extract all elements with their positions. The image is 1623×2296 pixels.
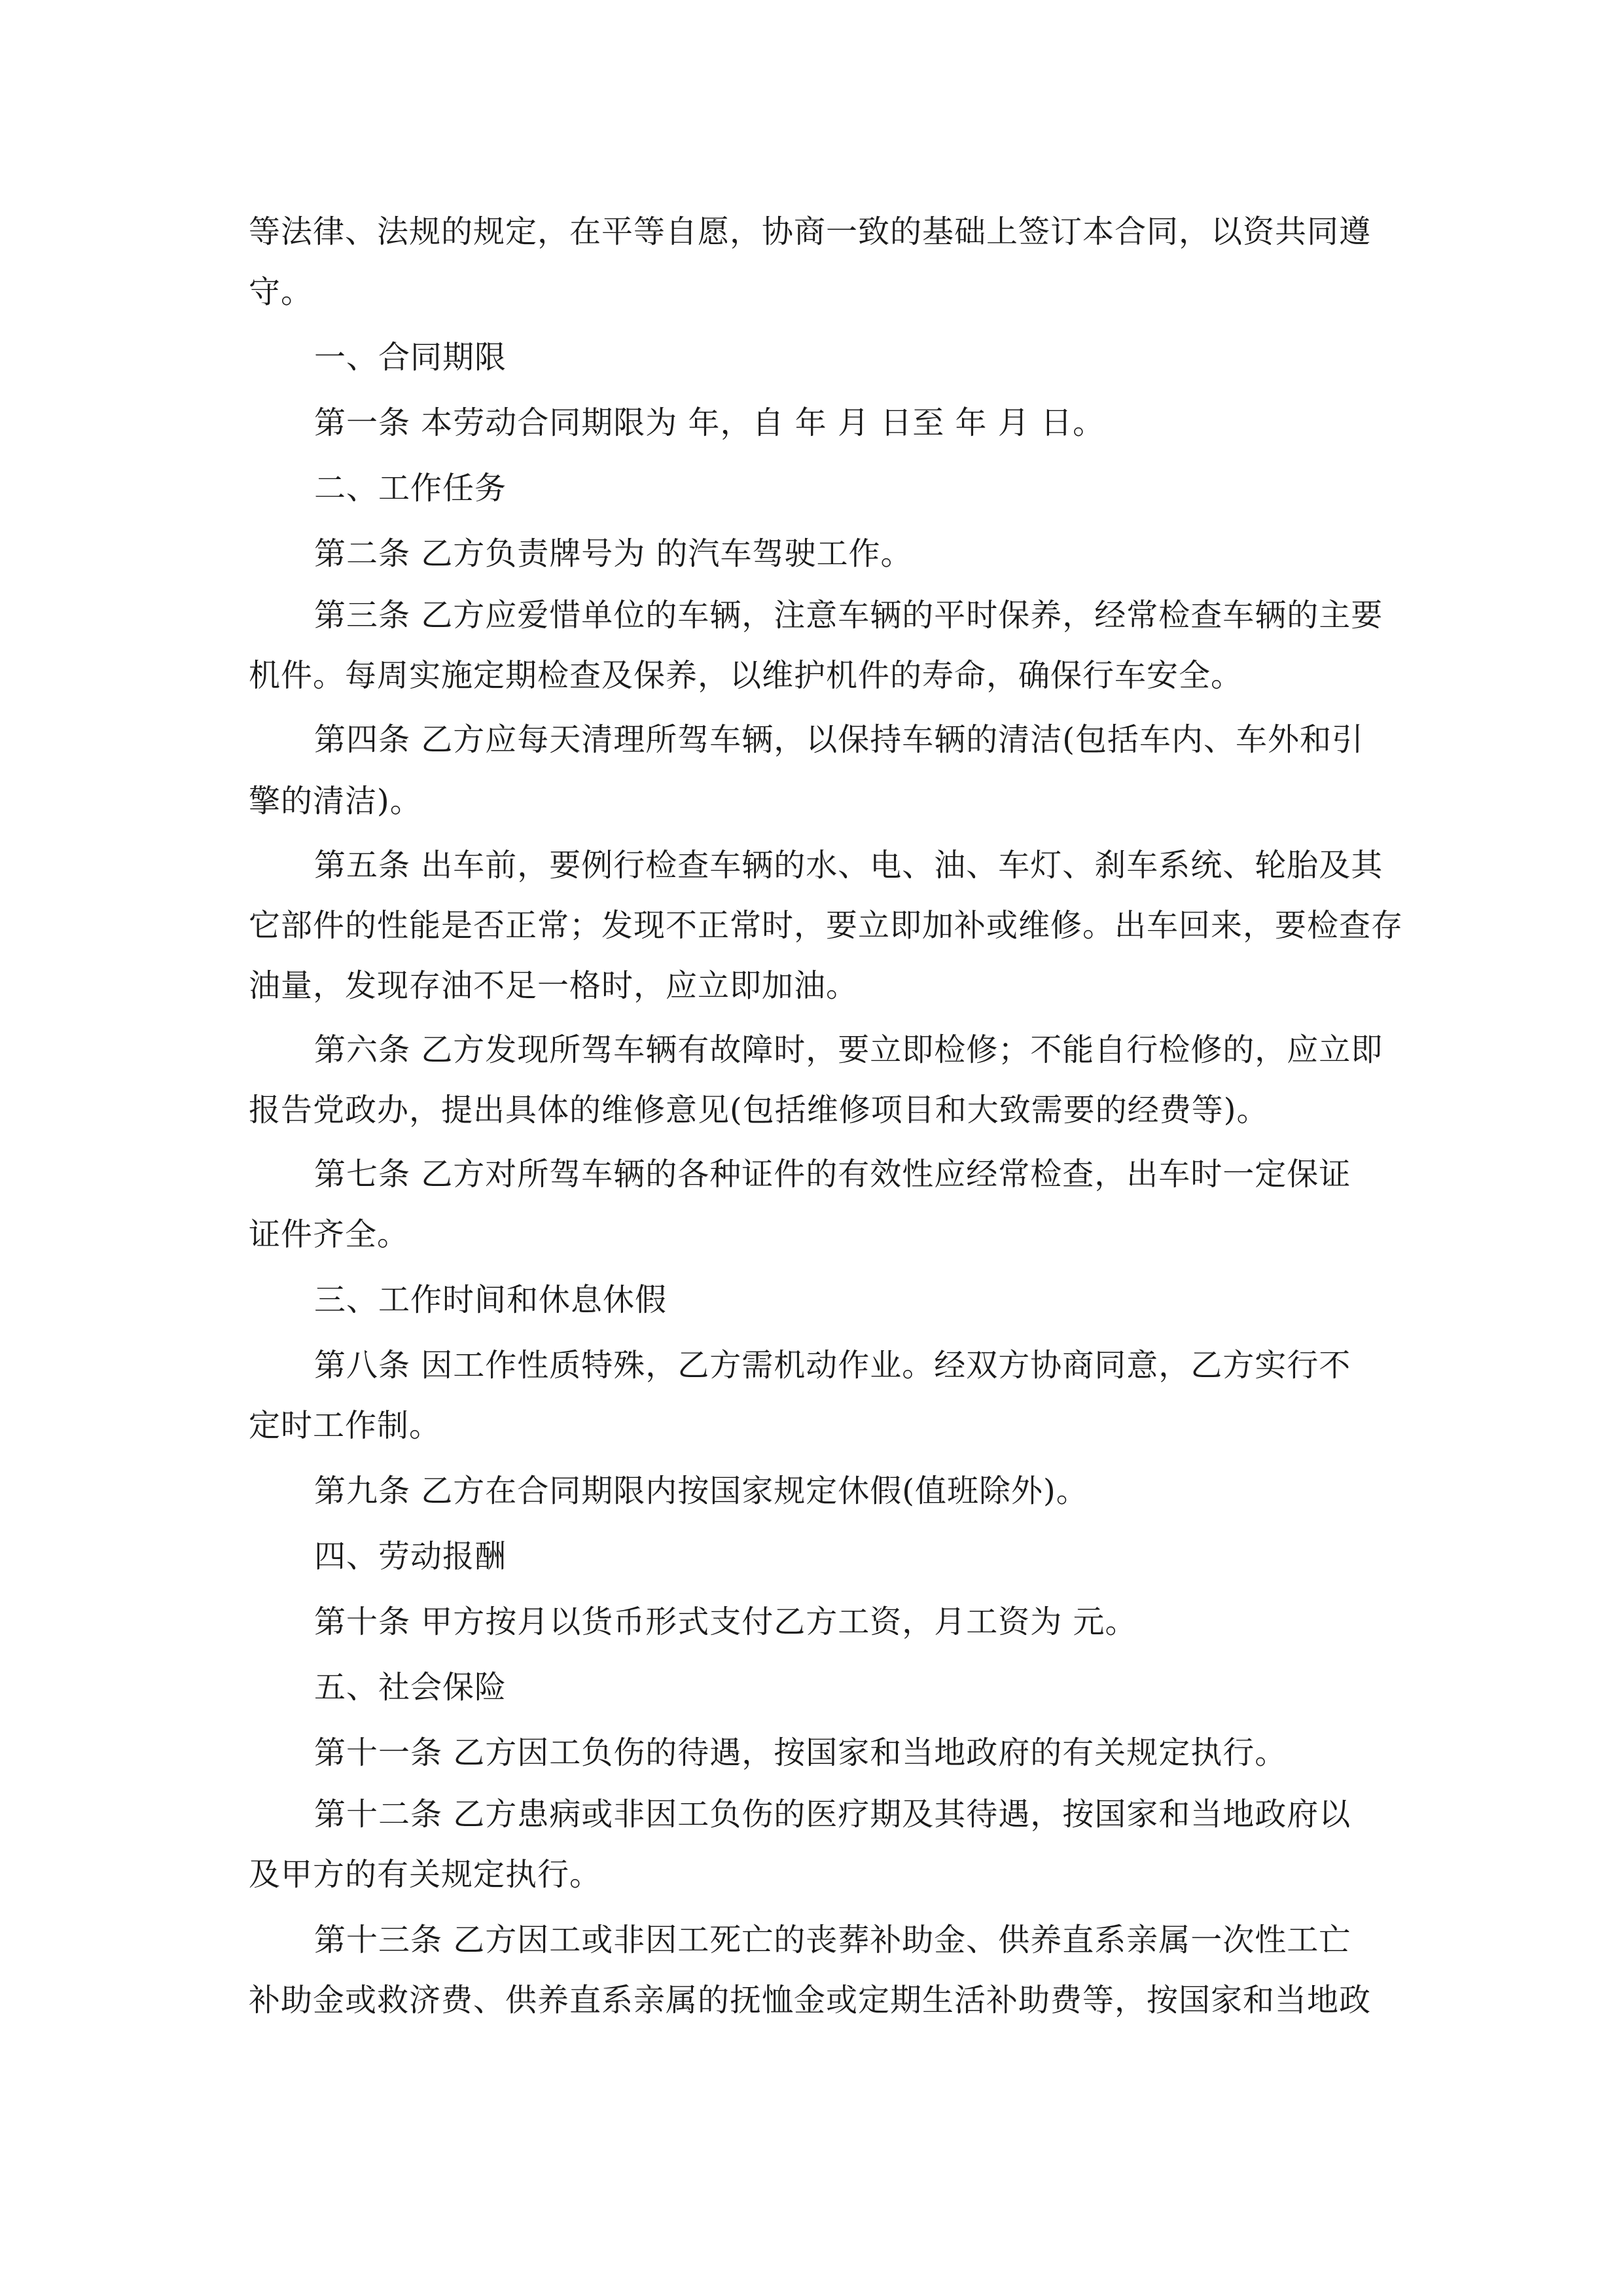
section-heading: 二、工作任务 [314,470,507,507]
paragraph-line: 油量，发现存油不足一格时，应立即加油。 [249,967,859,1004]
section-heading: 四、劳动报酬 [314,1538,507,1575]
article-line: 第十一条 乙方因工负伤的待遇，按国家和当地政府的有关规定执行。 [314,1734,1287,1771]
paragraph-line: 及甲方的有关规定执行。 [249,1856,602,1893]
paragraph-line: 守。 [249,274,313,310]
paragraph-line: 机件。每周实施定期检查及保养，以维护机件的寿命，确保行车安全。 [249,657,1243,694]
article-line: 第十条 甲方按月以货币形式支付乙方工资，月工资为 元。 [314,1604,1137,1640]
paragraph-line: 它部件的性能是否正常；发现不正常时，要立即加补或维修。出车回来，要检查存 [249,907,1404,944]
paragraph-line: 证件齐全。 [249,1216,410,1253]
article-line: 第三条 乙方应爱惜单位的车辆，注意车辆的平时保养，经常检查车辆的主要 [314,597,1383,634]
article-line: 第二条 乙方负责牌号为 的汽车驾驶工作。 [314,535,913,572]
paragraph-line: 等法律、法规的规定，在平等自愿，协商一致的基础上签订本合同，以资共同遵 [249,213,1372,250]
section-heading: 一、合同期限 [314,339,507,376]
article-line: 第四条 乙方应每天清理所驾车辆，以保持车辆的清洁(包括车内、车外和引 [314,721,1364,758]
paragraph-line: 擎的清洁)。 [249,783,422,819]
article-line: 第七条 乙方对所驾车辆的各种证件的有效性应经常检查，出车时一定保证 [314,1156,1351,1193]
article-line: 第一条 本劳动合同期限为 年，自 年 月 日至 年 月 日。 [314,404,1105,441]
section-heading: 三、工作时间和休息休假 [314,1282,668,1318]
article-line: 第六条 乙方发现所驾车辆有故障时，要立即检修；不能自行检修的，应立即 [314,1031,1383,1068]
paragraph-line: 报告党政办，提出具体的维修意见(包括维修项目和大致需要的经费等)。 [249,1092,1269,1128]
paragraph-line: 补助金或救济费、供养直系亲属的抚恤金或定期生活补助费等，按国家和当地政 [249,1982,1372,2018]
article-line: 第十三条 乙方因工或非因工死亡的丧葬补助金、供养直系亲属一次性工亡 [314,1922,1351,1958]
article-line: 第八条 因工作性质特殊，乙方需机动作业。经双方协商同意，乙方实行不 [314,1347,1351,1384]
article-line: 第九条 乙方在合同期限内按国家规定休假(值班除外)。 [314,1473,1088,1509]
section-heading: 五、社会保险 [314,1669,507,1706]
article-line: 第十二条 乙方患病或非因工负伤的医疗期及其待遇，按国家和当地政府以 [314,1796,1351,1833]
article-line: 第五条 出车前，要例行检查车辆的水、电、油、车灯、刹车系统、轮胎及其 [314,847,1383,884]
paragraph-line: 定时工作制。 [249,1407,442,1444]
